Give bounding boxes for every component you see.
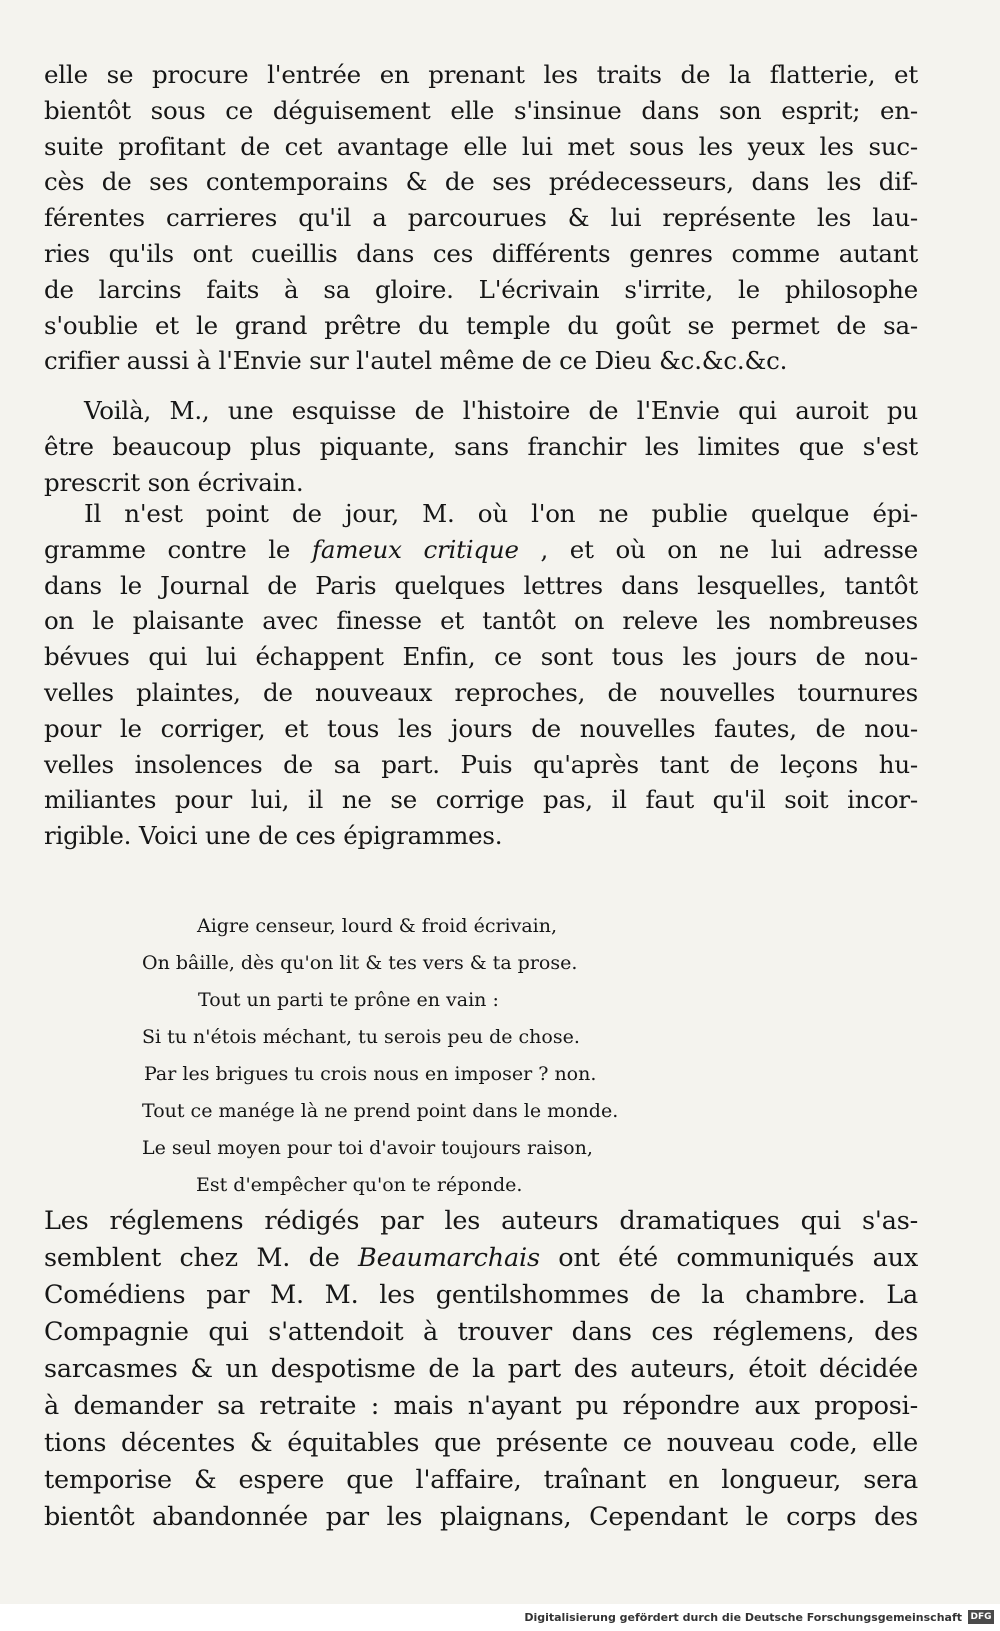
poem-line: Tout un parti te prône en vain : xyxy=(198,989,499,1011)
text-line: bientôt sous ce déguisement elle s'insinue dans son esprit; en- xyxy=(44,95,918,125)
text-line: Comédiens par M. M. les gentilshommes de la chambre. La xyxy=(44,1280,918,1310)
text-line: de larcins faits à sa gloire. L'écrivain s'irrite, le philosophe xyxy=(44,274,918,304)
text-line-with-italic xyxy=(44,532,918,568)
poem-line: On bâille, dès qu'on lit & tes vers & ta prose. xyxy=(142,952,578,974)
paragraph-1 xyxy=(44,57,918,379)
poem-line: Par les brigues tu crois nous en imposer ? non. xyxy=(144,1063,597,1085)
funding-notice: Digitalisierung gefördert durch die Deutsche Forschungsgemeinschaft xyxy=(524,1611,962,1624)
poem-line: Le seul moyen pour toi d'avoir toujours raison, xyxy=(142,1137,593,1159)
digitization-footer xyxy=(0,1604,1000,1631)
epigram-poem xyxy=(0,908,1000,1204)
text-line: rigible. Voici une de ces épigrammes. xyxy=(44,821,503,851)
text-line: elle se procure l'entrée en prenant les traits de la flatterie, et xyxy=(44,60,918,89)
text-line: être beaucoup plus piquante, sans franchir les limites que s'est xyxy=(44,431,918,461)
text-run: , et où on ne lui adresse xyxy=(540,534,919,564)
text-line: on le plaisante avec finesse et tantôt on releve les nombreuses xyxy=(44,606,918,636)
paragraph-3 xyxy=(44,496,918,854)
text-line-with-italic xyxy=(44,1240,918,1277)
text-line: Les réglemens rédigés par les auteurs dramatiques qui s'as- xyxy=(44,1206,918,1236)
dfg-logo: DFG xyxy=(968,1610,994,1624)
text-line: pour le corriger, et tous les jours de nouvelles fautes, de nou- xyxy=(44,713,918,743)
poem-line: Aigre censeur, lourd & froid écrivain, xyxy=(197,915,558,937)
poem-line: Tout ce manége là ne prend point dans le monde. xyxy=(142,1100,619,1122)
paragraph-2 xyxy=(44,393,918,500)
text-line: Compagnie qui s'attendoit à trouver dans ces réglemens, des xyxy=(44,1317,918,1347)
text-run: ont été communiqués aux xyxy=(558,1243,918,1273)
text-line: s'oublie et le grand prêtre du temple du goût se permet de sa- xyxy=(44,310,918,340)
text-line: Il n'est point de jour, M. où l'on ne publie quelque épi- xyxy=(84,499,918,528)
text-line: bévues qui lui échappent Enfin, ce sont tous les jours de nou- xyxy=(44,642,918,672)
text-line: à demander sa retraite : mais n'ayant pu répondre aux proposi- xyxy=(44,1391,918,1421)
text-line: velles insolences de sa part. Puis qu'après tant de leçons hu- xyxy=(44,749,918,779)
text-line: cès de ses contemporains & de ses prédecesseurs, dans les dif- xyxy=(44,167,918,197)
text-line: bientôt abandonnée par les plaignans, Cependant le corps des xyxy=(44,1502,918,1532)
paragraph-5 xyxy=(44,1203,918,1536)
italic-name: Beaumarchais xyxy=(358,1243,540,1273)
text-line: Voilà, M., une esquisse de l'histoire de l'Envie qui auroit pu xyxy=(84,396,918,425)
text-run: semblent chez M. de xyxy=(44,1243,340,1273)
text-run: gramme contre le xyxy=(44,534,291,564)
text-line: prescrit son écrivain. xyxy=(44,467,304,497)
text-line: ries qu'ils ont cueillis dans ces différents genres comme autant xyxy=(44,238,918,268)
text-line: velles plaintes, de nouveaux reproches, de nouvelles tournures xyxy=(44,677,918,707)
poem-line: Est d'empêcher qu'on te réponde. xyxy=(196,1174,523,1196)
text-line: temporise & espere que l'affaire, traînant en longueur, sera xyxy=(44,1465,918,1495)
italic-title: fameux critique xyxy=(311,534,519,564)
poem-line: Si tu n'étois méchant, tu serois peu de chose. xyxy=(142,1026,580,1048)
text-line: sarcasmes & un despotisme de la part des auteurs, étoit décidée xyxy=(44,1354,918,1384)
text-line: crifier aussi à l'Envie sur l'autel même de ce Dieu &c.&c.&c. xyxy=(44,346,788,376)
text-line: férentes carrieres qu'il a parcourues & lui représente les lau- xyxy=(44,203,918,233)
text-line: suite profitant de cet avantage elle lui met sous les yeux les suc- xyxy=(44,131,918,161)
text-line: miliantes pour lui, il ne se corrige pas, il faut qu'il soit incor- xyxy=(44,785,918,815)
text-line: dans le Journal de Paris quelques lettres dans lesquelles, tantôt xyxy=(44,570,918,600)
text-line: tions décentes & équitables que présente ce nouveau code, elle xyxy=(44,1428,918,1458)
